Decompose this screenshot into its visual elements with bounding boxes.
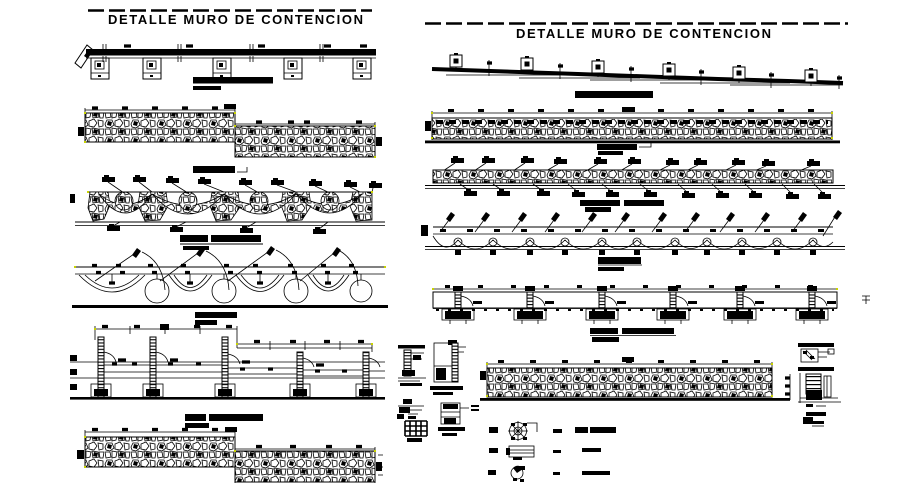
caption-bar	[575, 91, 653, 98]
panel-festoon-outline-left	[72, 246, 388, 325]
panel-long-stone-wall-right	[425, 107, 840, 155]
caption-bar	[195, 320, 217, 325]
caption-bar	[180, 235, 208, 242]
panel-elevation-right	[432, 286, 870, 342]
rosette-detail-symbol	[508, 421, 537, 441]
stone-wall-block	[487, 368, 772, 397]
panel-leader-strip-right	[425, 156, 845, 212]
detail-column-section-a	[398, 345, 426, 386]
legend-label-bar	[582, 448, 601, 452]
legend-label-bar	[590, 427, 616, 433]
legend-swatch	[488, 470, 496, 475]
caption-bar	[590, 328, 618, 334]
caption-bar	[193, 77, 273, 84]
stone-wall-strip	[433, 170, 833, 183]
footing	[143, 58, 161, 79]
leader-flag	[446, 212, 455, 222]
box-detail-symbol	[506, 446, 534, 460]
footing	[353, 58, 371, 79]
elevation-footings	[442, 309, 828, 320]
legend-row-1	[489, 421, 616, 441]
detail-base-d	[438, 403, 479, 436]
festoon-junction-rings	[454, 238, 817, 246]
anchor-detail-symbol	[511, 466, 525, 482]
legend-row-2	[489, 446, 601, 460]
caption-bar	[209, 414, 263, 421]
reinforced-column	[150, 337, 156, 397]
caption-bar	[193, 86, 221, 90]
detail-anchor-c	[397, 399, 424, 419]
detail-wall-section-b	[430, 340, 466, 395]
reinforced-column	[222, 337, 228, 397]
drawing-title-right: DETALLE MURO DE CONTENCION	[516, 26, 773, 41]
caption-bar	[193, 166, 235, 173]
column-footings	[91, 384, 376, 397]
stone-wall-block	[85, 437, 235, 467]
panel-festoon-stone-left	[70, 175, 385, 250]
stone-wall-block	[235, 126, 375, 157]
caption-bar	[195, 312, 237, 318]
caption-bar	[598, 257, 641, 264]
wall-body	[433, 292, 837, 308]
caption-bar	[622, 328, 674, 334]
panel-festoon-outline-right	[421, 210, 845, 271]
drawing-title-left: DETALLE MURO DE CONTENCION	[108, 12, 365, 27]
panel-wall-sections-left	[70, 324, 385, 428]
detail-bottom-right-b	[803, 412, 826, 426]
stone-wall-block	[85, 113, 235, 142]
legend-swatch	[489, 448, 498, 453]
detail-mesh-grid	[405, 421, 427, 442]
stone-wall-block	[235, 451, 375, 482]
legend-swatch	[489, 427, 498, 433]
legend-label-bar	[575, 427, 588, 433]
panel-stone-masonry-upper-left	[78, 104, 382, 173]
legend-row-3	[488, 466, 610, 482]
legend	[488, 421, 616, 482]
footing	[213, 58, 231, 79]
detail-stairs	[798, 373, 841, 407]
legend-label-bar	[582, 471, 610, 475]
caption-bar	[580, 200, 620, 206]
panel-stone-wall-bottom-right	[480, 357, 790, 401]
junction-anchors	[455, 250, 816, 255]
reinforced-column	[98, 337, 104, 397]
panel-sloped-plan-right	[432, 53, 843, 98]
caption-bar	[211, 235, 261, 242]
leader-tag	[451, 156, 464, 163]
detail-bottom-right-a	[798, 343, 834, 371]
panel-stone-masonry-lower-left	[77, 427, 383, 483]
caption-bar	[597, 144, 637, 150]
caption-bar	[185, 414, 206, 421]
leader-flag	[132, 248, 141, 258]
panel-plan-view-left	[75, 44, 376, 90]
caption-bar	[624, 200, 664, 206]
leader-tag	[102, 175, 115, 182]
footing	[284, 58, 302, 79]
